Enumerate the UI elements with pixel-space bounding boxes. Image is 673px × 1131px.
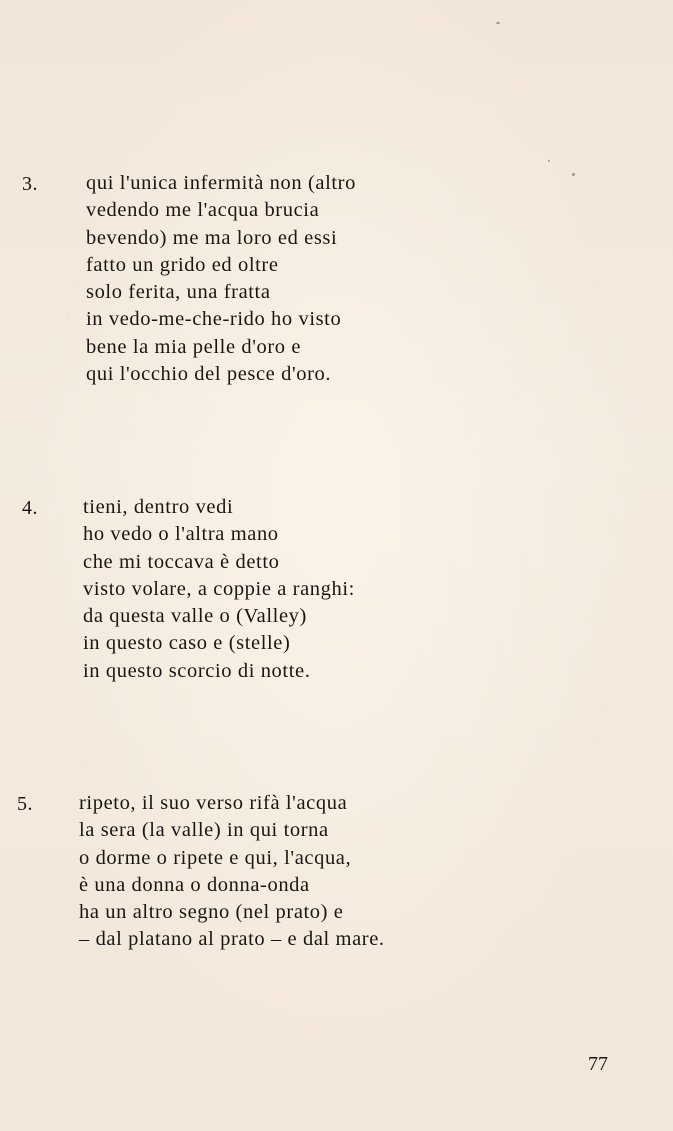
verse-line: in questo scorcio di notte. xyxy=(83,659,311,682)
verse-line: solo ferita, una fratta xyxy=(86,281,271,304)
verse-line: da questa valle o (Valley) xyxy=(83,605,307,628)
verse-line: – dal platano al prato – e dal mare. xyxy=(79,928,385,951)
paper-speck xyxy=(572,173,575,176)
paper-speck xyxy=(496,22,500,24)
verse-line: è una donna o donna-onda xyxy=(79,873,310,896)
verse-line: in vedo-me-che-rido ho visto xyxy=(86,308,342,331)
verse-line: bene la mia pelle d'oro e xyxy=(86,335,302,358)
verse-line: ripeto, il suo verso rifà l'acqua xyxy=(79,792,348,814)
stanza-number: 5. xyxy=(17,793,33,815)
verse-line: in questo caso e (stelle) xyxy=(83,632,291,655)
verse-line: la sera (la valle) in qui torna xyxy=(79,819,329,842)
page-number: 77 xyxy=(588,1053,608,1075)
verse-line: ha un altro segno (nel prato) e xyxy=(79,901,344,924)
verse-line: tieni, dentro vedi xyxy=(83,496,234,518)
stanza-lines xyxy=(79,790,385,954)
paper-speck xyxy=(548,160,550,162)
verse-line: fatto un grido ed oltre xyxy=(86,253,279,276)
verse-line: qui l'unica infermità non (altro xyxy=(86,172,356,194)
verse-line: vedendo me l'acqua brucia xyxy=(86,199,320,222)
verse-line: qui l'occhio del pesce d'oro. xyxy=(86,363,332,386)
stanza-lines xyxy=(86,170,356,388)
verse-line: bevendo) me ma loro ed essi xyxy=(86,226,338,249)
verse-line: o dorme o ripete e qui, l'acqua, xyxy=(79,846,352,869)
verse-line: ho vedo o l'altra mano xyxy=(83,523,279,546)
verse-line: che mi toccava è detto xyxy=(83,550,280,573)
stanza-number: 3. xyxy=(22,173,38,195)
stanza-number: 4. xyxy=(22,497,38,519)
verse-line: visto volare, a coppie a ranghi: xyxy=(83,577,355,600)
stanza-lines xyxy=(83,494,355,685)
